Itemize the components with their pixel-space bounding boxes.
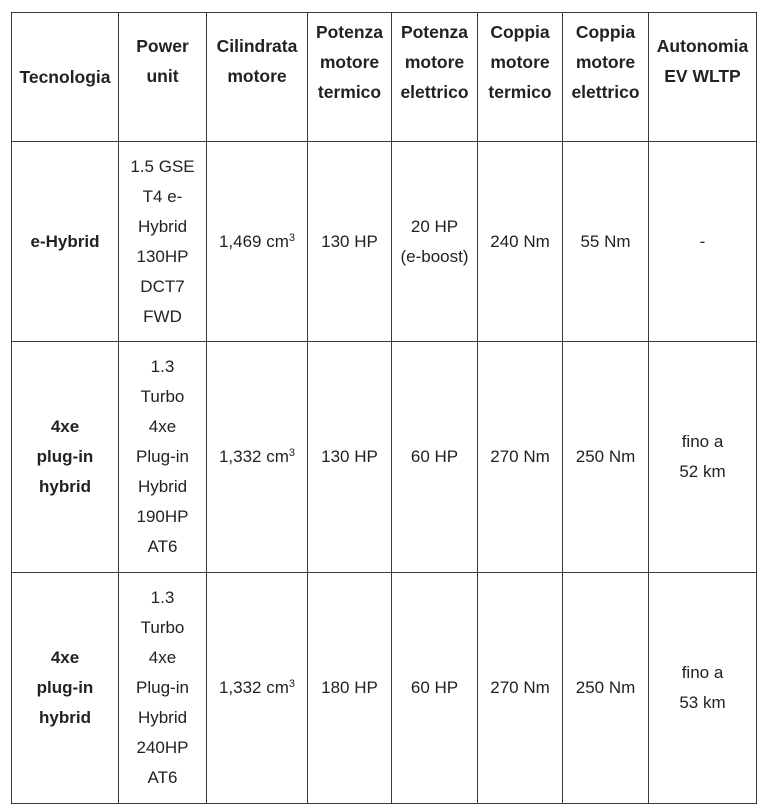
tecnologia-secondary: plug-in hybrid <box>36 447 94 496</box>
cell-coppia-elettrico: 250 Nm <box>563 573 649 804</box>
table-row <box>12 342 757 573</box>
cell-potenza-elettrico: 60 HP <box>392 342 478 573</box>
cilindrata-value: 1,332 cm <box>218 447 289 466</box>
header-coppia-elettrico: Coppia motore elettrico <box>563 13 649 142</box>
cell-cilindrata <box>207 573 308 804</box>
header-potenza-termico: Potenza motore termico <box>308 13 392 142</box>
table-row <box>12 142 757 342</box>
cell-power-unit: 1.5 GSE T4 e- Hybrid 130HP DCT7 FWD <box>119 142 207 342</box>
cell-potenza-elettrico: 20 HP (e-boost) <box>392 142 478 342</box>
cell-potenza-termico: 130 HP <box>308 342 392 573</box>
cell-potenza-termico: 130 HP <box>308 142 392 342</box>
cell-autonomia: fino a 52 km <box>649 342 757 573</box>
header-tecnologia: Tecnologia <box>12 13 119 142</box>
cell-autonomia: - <box>649 142 757 342</box>
cell-coppia-termico: 270 Nm <box>478 573 563 804</box>
cell-coppia-termico: 240 Nm <box>478 142 563 342</box>
table-row <box>12 573 757 804</box>
tecnologia-primary: 4xe <box>50 417 80 436</box>
cilindrata-exponent: 3 <box>288 231 296 244</box>
cilindrata-value: 1,469 cm <box>218 231 289 251</box>
cell-power-unit: 1.3 Turbo 4xe Plug-in Hybrid 190HP AT6 <box>119 342 207 573</box>
cell-tecnologia <box>12 142 119 342</box>
cell-coppia-elettrico: 55 Nm <box>563 142 649 342</box>
spec-table <box>11 12 757 804</box>
tecnologia-secondary: plug-in hybrid <box>36 678 94 727</box>
cell-tecnologia <box>12 573 119 804</box>
cell-potenza-elettrico: 60 HP <box>392 573 478 804</box>
header-power-unit: Power unit <box>119 13 207 142</box>
tecnologia-primary: 4xe <box>50 648 80 667</box>
cell-potenza-termico: 180 HP <box>308 573 392 804</box>
header-cilindrata: Cilindrata motore <box>207 13 308 142</box>
header-autonomia: Autonomia EV WLTP <box>649 13 757 142</box>
cilindrata-exponent: 3 <box>288 447 296 459</box>
cell-tecnologia <box>12 342 119 573</box>
cell-cilindrata <box>207 342 308 573</box>
cilindrata-exponent: 3 <box>288 678 296 690</box>
cilindrata-value: 1,332 cm <box>218 678 289 697</box>
header-potenza-elettrico: Potenza motore elettrico <box>392 13 478 142</box>
cell-cilindrata <box>207 142 308 342</box>
header-row <box>12 13 757 142</box>
cell-power-unit: 1.3 Turbo 4xe Plug-in Hybrid 240HP AT6 <box>119 573 207 804</box>
header-coppia-termico: Coppia motore termico <box>478 13 563 142</box>
tecnologia-primary: e-Hybrid <box>30 231 100 251</box>
cell-autonomia: fino a 53 km <box>649 573 757 804</box>
cell-coppia-elettrico: 250 Nm <box>563 342 649 573</box>
cell-coppia-termico: 270 Nm <box>478 342 563 573</box>
